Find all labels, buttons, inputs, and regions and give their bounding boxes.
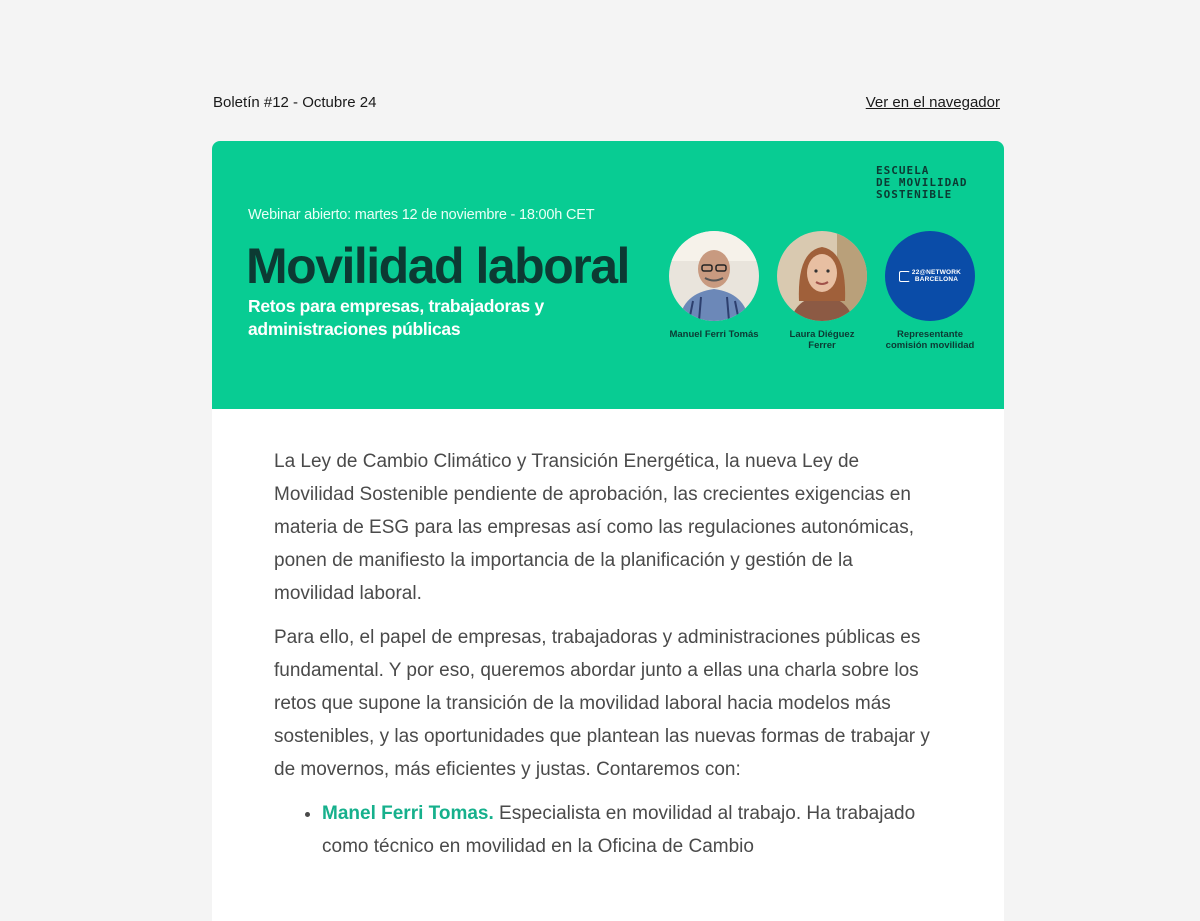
network-logo bbox=[899, 269, 961, 283]
banner-subtitle: Retos para empresas, trabajadoras y administraciones públicas bbox=[248, 296, 544, 339]
speaker-card bbox=[776, 231, 868, 351]
network-logo-text: 22@NETWORK BARCELONA bbox=[911, 269, 962, 283]
newsletter-card bbox=[212, 141, 1004, 921]
speaker-list bbox=[274, 797, 930, 863]
newsletter-body bbox=[212, 409, 1004, 863]
speaker-name: Laura Diéguez Ferrer bbox=[789, 329, 855, 351]
view-in-browser-link[interactable]: Ver en el navegador bbox=[865, 94, 1000, 111]
school-logo: ESCUELA DE MOVILIDAD SOSTENIBLE bbox=[876, 164, 968, 201]
speaker-name: Representante comisión movilidad bbox=[885, 329, 975, 351]
speaker-photo-2 bbox=[777, 231, 867, 321]
issue-label: Boletín #12 - Octubre 24 bbox=[213, 94, 377, 111]
speaker-photo-1 bbox=[669, 231, 759, 321]
speakers-row bbox=[668, 231, 976, 351]
banner-title: Movilidad laboral bbox=[246, 238, 629, 294]
newsletter-header bbox=[213, 94, 1000, 111]
intro-paragraph: La Ley de Cambio Climático y Transición Energética, la nueva Ley de Movilidad Sostenible pendiente de aprobación, las crecientes exigencias en materia de ESG para las empresas así como las regulaciones autonómicas, ponen de manifiesto la importancia de la planificación y gestión de la movilidad laboral. bbox=[274, 451, 914, 604]
list-item bbox=[322, 797, 930, 863]
network-mark-icon bbox=[899, 271, 910, 282]
speaker-card bbox=[884, 231, 976, 351]
context-paragraph: Para ello, el papel de empresas, trabajadoras y administraciones públicas es fundamental. Y por eso, queremos abordar junto a ellas una charla sobre los retos que supone la transición de la movilidad laboral hacia modelos más sostenibles, y las oportunidades que plantean las nuevas formas de trabajar y de movernos, más eficientes y justas. Contaremos con: bbox=[274, 627, 930, 780]
webinar-banner[interactable] bbox=[212, 141, 1004, 409]
network-logo-circle bbox=[885, 231, 975, 321]
event-date: Webinar abierto: martes 12 de noviembre - 18:00h CET bbox=[248, 207, 595, 223]
speaker-description: Especialista en movilidad al trabajo. Ha trabajado como técnico en movilidad en la Oficina de Cambio bbox=[322, 803, 916, 857]
speaker-name: Manuel Ferri Tomás bbox=[669, 329, 759, 340]
speaker-name-link[interactable]: Manel Ferri Tomas. bbox=[322, 803, 494, 824]
speaker-card bbox=[668, 231, 760, 351]
